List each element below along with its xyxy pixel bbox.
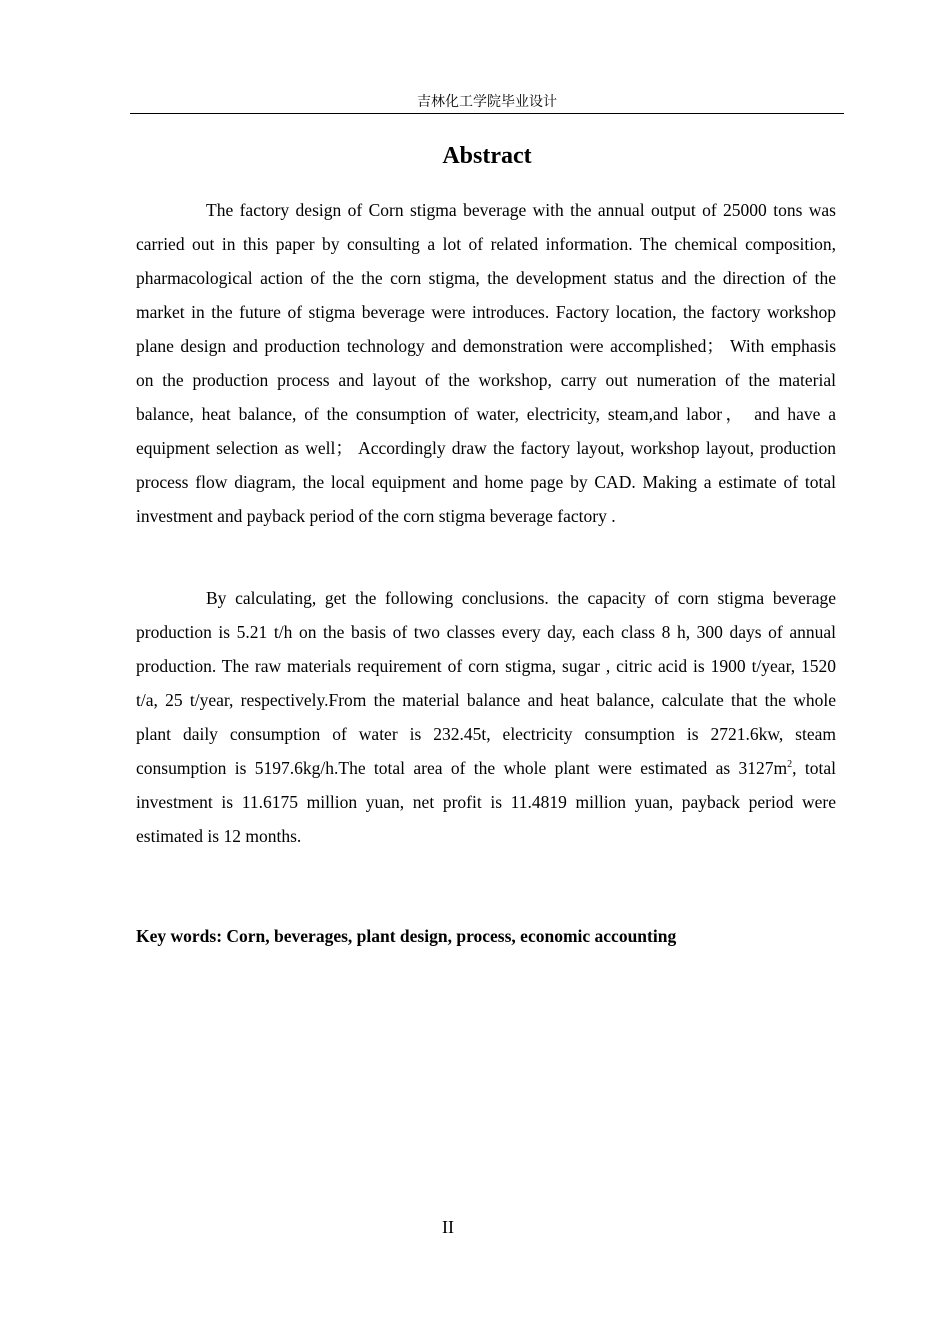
abstract-paragraph-1: The factory design of Corn stigma beverage with the annual output of 25000 tons was carried out in this paper by consulting a lot of related information. The chemical composition, pharmacological action of the the corn stigma, the development status and the direction of the market in the future of stigma beverage were introduces. Factory location, the factory workshop plane design and production technology and demonstration were accomplished； With emphasis on the production process and layout of the workshop, carry out numeration of the material balance, heat balance, of the consumption of water, electricity, steam,and labor， and have a equipment selection as well； Accordingly draw the factory layout, workshop layout, production process flow diagram, the local equipment and home page by CAD. Making a estimate of total investment and payback period of the corn stigma beverage factory . [136, 200, 836, 526]
area-superscript: 2 [787, 759, 793, 771]
page-number: II [442, 1217, 454, 1237]
paragraph-2-text-part-2: , total investment is 11.6175 million yuan, net profit is 11.4819 million yuan, payback period were estimated is 12 months. [136, 758, 836, 846]
header-text: 吉林化工学院毕业设计 [417, 94, 557, 110]
page-title: Abstract [442, 143, 532, 169]
abstract-paragraph-2 [136, 581, 836, 853]
paragraph-2-text-part-1: By calculating, get the following conclusions. the capacity of corn stigma beverage production is 5.21 t/h on the basis of two classes every day, each class 8 h, 300 days of annual production. The raw materials requirement of corn stigma, sugar , citric acid is 1900 t/year, 1520 t/a, 25 t/year, respectively.From the material balance and heat balance, calculate that the whole plant daily consumption of water is 232.45t, electricity consumption is 2721.6kw, steam consumption is 5197.6kg/h.The total area of the whole plant were estimated as 3127m [136, 588, 836, 778]
page-header [130, 92, 844, 114]
keywords: Key words: Corn, beverages, plant design, process, economic accounting [136, 926, 677, 946]
